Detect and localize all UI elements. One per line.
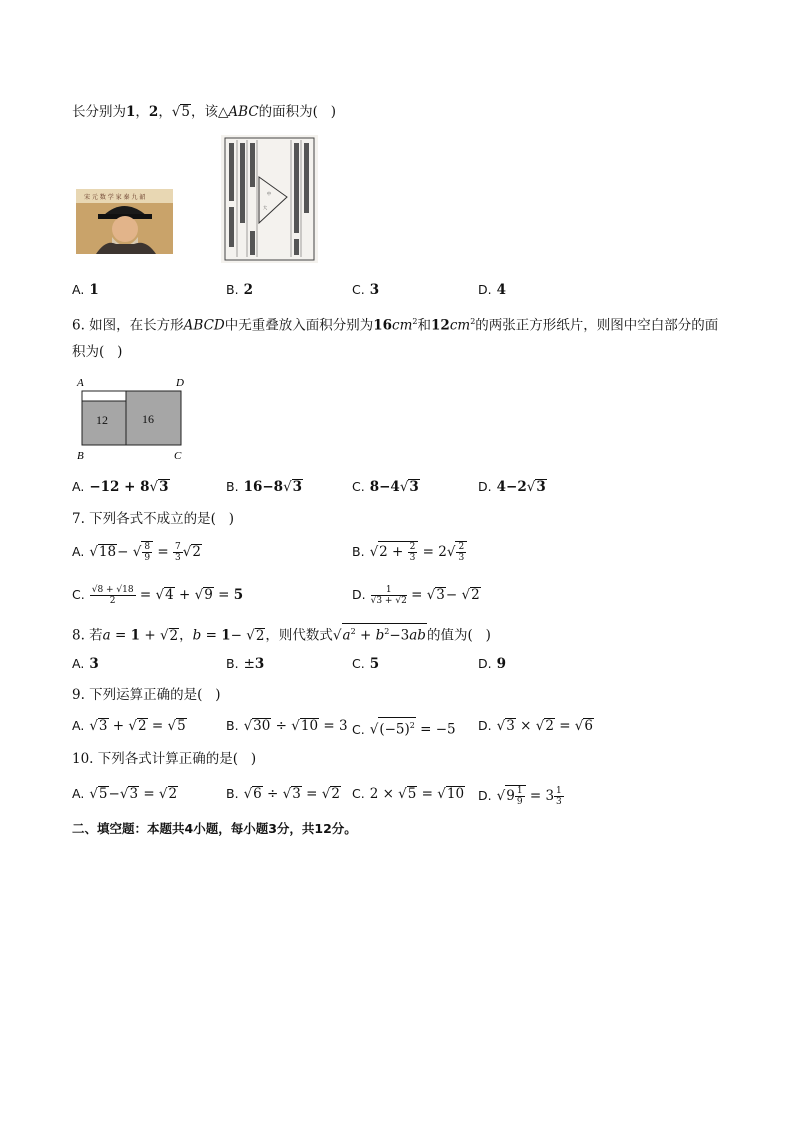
q8-option-d: D. 9 [478, 656, 507, 672]
q10-stem: 10. 下列各式计算正确的是( ) [72, 751, 257, 767]
svg-text:大: 大 [263, 205, 267, 210]
portrait-image [76, 189, 173, 254]
svg-text:中: 中 [267, 191, 271, 196]
q6-option-c: C. 8−4√3 [352, 479, 419, 495]
small-square-label: 12 [96, 413, 108, 427]
large-square-label: 16 [142, 412, 154, 426]
q5-option-d: D. 4 [478, 282, 507, 298]
ancient-book-image [221, 135, 318, 263]
q6-stem-line2: 积为( ) [72, 344, 123, 360]
q7-option-a: A. √18− √ $\frac{8}{9}$ = $\frac{7}{3}$ √2 [72, 542, 201, 563]
q8-stem: 8. 若a = 1 + √2，b = 1− √2，则代数式$√a^2 + b^2-3ab$的值为( ) [72, 623, 491, 645]
q7-option-d: D. $\frac{1}{√3 + √2}$ = √3− √2 [352, 585, 480, 606]
vertex-b: B [77, 450, 84, 462]
q7-option-c: C. $\frac{√8 + √18}{2}$ = √4 + √9 = 5 [72, 585, 244, 606]
section2-heading: 二、填空题：本题共4小题，每小题3分，共12分。 [72, 821, 357, 836]
q10-option-a: A. √5−√3 = √2 [72, 786, 178, 802]
q5-stem: 长分别为1，2，√5，该△ABC的面积为( ) [72, 104, 337, 120]
vertex-c: C [174, 450, 182, 462]
q7-stem: 7. 下列各式不成立的是( ) [72, 511, 235, 527]
q8-option-b: B. ±3 [226, 656, 265, 672]
q6-option-d: D. 4−2√3 [478, 479, 546, 495]
q7-option-b: B. √2 + $\frac{2}{3}$ = 2√ $\frac{2}{3}$ [352, 541, 467, 563]
q9-option-b: B. √30 ÷ √10 = 3 [226, 718, 348, 734]
q6-rectangle-figure [74, 373, 194, 465]
q6-stem-line1: 6. 如图，在长方形ABCD中无重叠放入面积分别为$16cm^2$和$12cm^2$的两张正方形纸片，则图中空白部分的面 [72, 317, 719, 334]
svg-text:宋 元 数 学 家 秦 九 韶: 宋 元 数 学 家 秦 九 韶 [84, 194, 146, 201]
q5-option-b: B. 2 [226, 282, 253, 298]
q10-option-c: C. 2 × √5 = √10 [352, 786, 465, 802]
q6-option-a: A. −12 + 8√3 [72, 479, 169, 495]
q10-option-b: B. √6 ÷ √3 = √2 [226, 786, 340, 802]
q9-stem: 9. 下列运算正确的是( ) [72, 687, 221, 703]
q10-option-d: D. √9 $\frac{1}{9}$ = 3 $\frac{1}{3}$ [478, 786, 562, 807]
q9-option-c: C. $√(-5)^2 = -5$ [352, 717, 456, 739]
vertex-a: A [77, 377, 84, 389]
q9-option-a: A. √3 + √2 = √5 [72, 718, 186, 734]
q8-option-a: A. 3 [72, 656, 99, 672]
q9-option-d: D. √3 × √2 = √6 [478, 718, 593, 734]
q5-option-a: A. 1 [72, 282, 99, 298]
q6-option-b: B. 16−8√3 [226, 479, 303, 495]
q5-option-c: C. 3 [352, 282, 380, 298]
q8-option-c: C. 5 [352, 656, 380, 672]
vertex-d: D [176, 377, 184, 389]
